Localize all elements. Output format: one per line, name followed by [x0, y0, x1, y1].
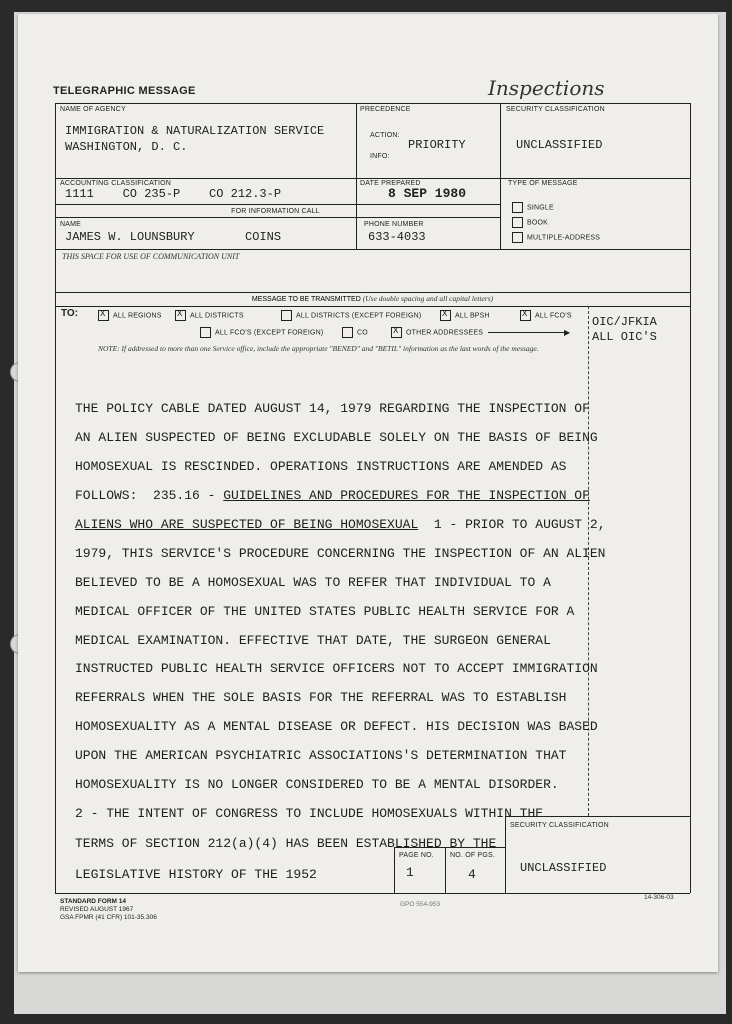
message-header-note: (Use double spacing and all capital letters) [362, 294, 494, 303]
message-line: INSTRUCTED PUBLIC HEALTH SERVICE OFFICERS NOT TO ACCEPT IMMIGRATION [75, 661, 598, 676]
message-line: MEDICAL OFFICER OF THE UNITED STATES PUBLIC HEALTH SERVICE FOR A [75, 604, 575, 619]
checkbox-box[interactable] [440, 310, 451, 321]
message-header-label: MESSAGE TO BE TRANSMITTED [251, 296, 361, 303]
checkbox-box[interactable] [512, 202, 523, 213]
security-label: SECURITY CLASSIFICATION [506, 106, 605, 113]
message-line: 2 - THE INTENT OF CONGRESS TO INCLUDE HOMOSEXUALS WITHIN THE [75, 806, 544, 821]
agency-label: NAME OF AGENCY [60, 106, 126, 113]
name-label: NAME [60, 221, 82, 228]
type-of-message-label: TYPE OF MESSAGE [508, 180, 578, 187]
to-all-regions[interactable]: X ALL REGIONS [98, 310, 162, 321]
message-line: HOMOSEXUAL IS RESCINDED. OPERATIONS INSTRUCTIONS ARE AMENDED AS [75, 459, 567, 474]
message-line: THE POLICY CABLE DATED AUGUST 14, 1979 REGARDING THE INSPECTION OF [75, 401, 590, 416]
phone-value: 633-4033 [368, 230, 426, 244]
message-line: HOMOSEXUALITY IS NO LONGER CONSIDERED TO BE A MENTAL DISORDER. [75, 777, 559, 792]
accounting-label: ACCOUNTING CLASSIFICATION [60, 180, 172, 187]
rule [394, 847, 505, 848]
for-info-call-label: FOR INFORMATION CALL [231, 208, 320, 215]
addressee-divider [588, 306, 589, 816]
checkbox-box[interactable] [512, 232, 523, 243]
rule [55, 103, 56, 893]
rule [55, 178, 690, 179]
message-line: UPON THE AMERICAN PSYCHIATRIC ASSOCIATIONS'S DETERMINATION THAT [75, 748, 567, 763]
message-line: 1979, THIS SERVICE'S PROCEDURE CONCERNING THE INSPECTION OF AN ALIEN [75, 546, 606, 561]
name-value: JAMES W. LOUNSBURY COINS [65, 230, 282, 244]
page-no-label: PAGE NO. [399, 852, 434, 859]
rule [505, 816, 690, 817]
message-line: MEDICAL EXAMINATION. EFFECTIVE THAT DATE, THE SURGEON GENERAL [75, 633, 551, 648]
page-no-value: 1 [406, 865, 414, 880]
rule [690, 103, 691, 893]
rule [505, 816, 506, 893]
checkbox-single[interactable]: SINGLE [512, 202, 554, 213]
addressing-note: NOTE: If addressed to more than one Service office, include the appropriate "BENED" and "BETIL" information as the last words of the message. [98, 344, 539, 353]
message-header [55, 294, 690, 303]
info-label: INFO: [370, 153, 390, 160]
checkbox-multiple-address[interactable]: MULTIPLE-ADDRESS [512, 232, 600, 243]
message-line: LEGISLATIVE HISTORY OF THE 1952 [75, 867, 317, 882]
checkbox-box[interactable] [281, 310, 292, 321]
date-label: DATE PREPARED [360, 180, 421, 187]
rule [55, 217, 500, 218]
form-title: TELEGRAPHIC MESSAGE [53, 85, 196, 97]
message-line: AN ALIEN SUSPECTED OF BEING EXCLUDABLE SOLELY ON THE BASIS OF BEING [75, 430, 598, 445]
to-label: TO: [61, 308, 79, 319]
to-all-districts-ex[interactable]: ALL DISTRICTS (EXCEPT FOREIGN) [281, 310, 421, 321]
other-addressee-1: OIC/JFKIA [592, 315, 657, 329]
rule [55, 204, 500, 205]
message-line: FOLLOWS: 235.16 - GUIDELINES AND PROCEDURES FOR THE INSPECTION OF [75, 488, 590, 503]
message-line: TERMS OF SECTION 212(a)(4) HAS BEEN ESTABLISHED BY THE [75, 836, 497, 851]
precedence-value: PRIORITY [408, 138, 466, 152]
phone-label: PHONE NUMBER [364, 221, 424, 228]
rule [500, 103, 501, 249]
checkbox-box[interactable] [391, 327, 402, 338]
security-value: UNCLASSIFIED [516, 138, 603, 152]
message-line: BELIEVED TO BE A HOMOSEXUAL WAS TO REFER THAT INDIVIDUAL TO A [75, 575, 551, 590]
form-footer [60, 898, 157, 922]
security-bottom-label: SECURITY CLASSIFICATION [510, 822, 609, 829]
rule [445, 847, 446, 893]
footer-line: GSA FPMR (41 CFR) 101-35.306 [60, 914, 157, 921]
message-line: ALIENS WHO ARE SUSPECTED OF BEING HOMOSEXUAL 1 - PRIOR TO AUGUST 2, [75, 517, 606, 532]
comm-unit-label: THIS SPACE FOR USE OF COMMUNICATION UNIT [62, 252, 240, 261]
rule [55, 249, 690, 250]
rule [55, 306, 690, 307]
rule [356, 103, 357, 249]
checkbox-box[interactable] [175, 310, 186, 321]
checkbox-box[interactable] [200, 327, 211, 338]
checkbox-box[interactable] [512, 217, 523, 228]
other-addressee-2: ALL OIC'S [592, 330, 657, 344]
handwritten-note: Inspections [488, 76, 605, 100]
accounting-value: 1111 CO 235-P CO 212.3-P [65, 187, 282, 201]
checkbox-box[interactable] [342, 327, 353, 338]
form-number: 14-306-03 [644, 894, 674, 901]
gpo-number: GPO 554-953 [400, 901, 441, 908]
rule [55, 103, 690, 104]
to-co[interactable]: CO [342, 327, 368, 338]
footer-line: REVISED AUGUST 1967 [60, 906, 134, 913]
rule [394, 847, 395, 893]
arrow-right-icon: ▶ [564, 328, 571, 337]
action-label: ACTION: [370, 132, 400, 139]
message-line: REFERRALS WHEN THE SOLE BASIS FOR THE REFERRAL WAS TO ESTABLISH [75, 690, 567, 705]
agency-line2: WASHINGTON, D. C. [65, 140, 188, 154]
rule [55, 292, 690, 293]
to-other-addressees[interactable]: X OTHER ADDRESSEES [391, 327, 483, 338]
to-all-fcos-ex[interactable]: ALL FCO'S (EXCEPT FOREIGN) [200, 327, 323, 338]
checkbox-box[interactable] [520, 310, 531, 321]
date-stamp: 8 SEP 1980 [388, 186, 467, 201]
message-line: HOMOSEXUALITY AS A MENTAL DISEASE OR DEFECT. HIS DECISION WAS BASED [75, 719, 598, 734]
security-bottom-value: UNCLASSIFIED [520, 861, 607, 875]
no-of-pgs-label: NO. OF PGS. [450, 852, 495, 859]
checkbox-box[interactable] [98, 310, 109, 321]
to-all-fcos[interactable]: X ALL FCO'S [520, 310, 572, 321]
footer-line: STANDARD FORM 14 [60, 898, 126, 905]
agency-line1: IMMIGRATION & NATURALIZATION SERVICE [65, 124, 325, 138]
to-all-districts[interactable]: X ALL DISTRICTS [175, 310, 244, 321]
no-of-pgs-value: 4 [468, 867, 476, 882]
telegraphic-message-form [18, 14, 718, 972]
arrow-line [488, 332, 568, 333]
to-all-bpsh[interactable]: X ALL BPSH [440, 310, 490, 321]
precedence-label: PRECEDENCE [360, 106, 411, 113]
checkbox-book[interactable]: BOOK [512, 217, 548, 228]
rule [55, 893, 690, 894]
